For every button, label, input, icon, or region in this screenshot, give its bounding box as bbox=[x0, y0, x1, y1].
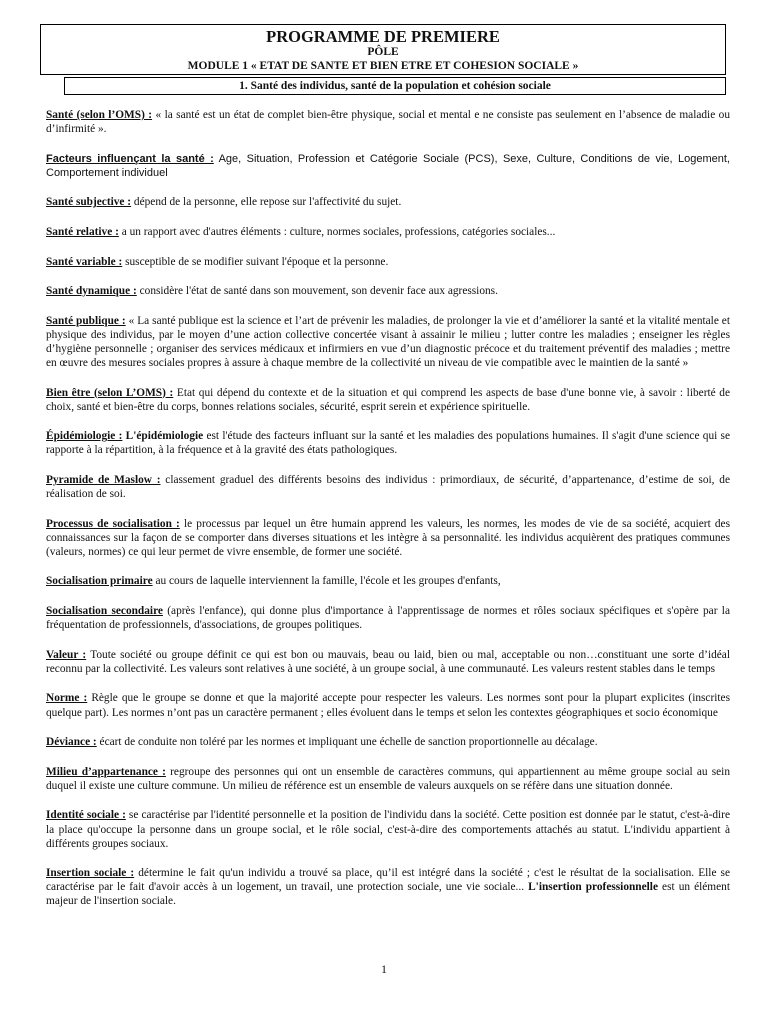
term: Santé dynamique : bbox=[46, 285, 137, 298]
programme-header bbox=[40, 24, 726, 75]
term: Santé variable : bbox=[46, 255, 123, 268]
definition-sante-oms bbox=[46, 108, 730, 136]
definition-text: écart de conduite non toléré par les normes et impliquant une échelle de sanction proportionnelle au décalage. bbox=[96, 736, 598, 749]
term: Pyramide de Maslow : bbox=[46, 474, 161, 486]
definition-text: a un rapport avec d'autres éléments : culture, normes sociales, professions, catégories sociales... bbox=[118, 225, 556, 238]
definition-text: regroupe des personnes qui ont un ensemble de caractères communs, qui appartiennent au même groupe social au sein duquel il existe une culture commune. Un milieu de référence est un ensemble de valeurs auxquels on se réfère dans une situation donnée. bbox=[46, 765, 730, 792]
definition-insertion-sociale bbox=[46, 866, 730, 908]
definition-sante-variable bbox=[46, 255, 730, 269]
term: Milieu d’appartenance : bbox=[46, 765, 166, 778]
definition-milieu-appartenance bbox=[46, 765, 730, 793]
definition-text: Etat qui dépend du contexte et de la situation et qui comprend les aspects de base d'une bonne vie, à savoir : liberté de choix, santé et bien-être du corps, bonnes relations sociales, sécurité, esprit serein et expérience spirituelle. bbox=[46, 386, 730, 413]
definition-text: (après l'enfance), qui donne plus d'importance à l'apprentissage de normes et rôles sociaux spécifiques et s'opère par la fréquentation de professionnels, d'associations, de groupes politiques. bbox=[46, 605, 730, 632]
definition-bien-etre bbox=[46, 386, 730, 414]
definition-identite-sociale bbox=[46, 808, 730, 850]
term: Santé publique : bbox=[46, 314, 126, 327]
pole-label: PÔLE bbox=[367, 46, 399, 58]
definition-text: « la santé est un état de complet bien-être physique, social et mental e ne consiste pas seulement en l’absence de maladie ou d’infirmité ». bbox=[46, 109, 731, 136]
term: Santé subjective : bbox=[46, 196, 132, 209]
definition-sante-dynamique bbox=[46, 284, 730, 298]
definition-tail: est un élément majeur de l'insertion sociale. bbox=[46, 881, 730, 908]
term: Insertion sociale : bbox=[46, 867, 135, 880]
definition-norme bbox=[46, 691, 730, 719]
definition-emphasis: L'insertion professionnelle bbox=[528, 881, 658, 894]
definition-socialisation-primaire bbox=[46, 574, 730, 588]
definition-text: se caractérise par l'identité personnelle et la position de l'individu dans la société. Cette position est donnée par le statut, c'est-à-dire la place qu'occupe la personne dans un groupe social, et le rôle social, c'est-à-dire des comportements attachés au statut. L'individu appartient à différents groupes sociaux. bbox=[46, 809, 730, 850]
definition-text: dépend de la personne, elle repose sur l'affectivité du sujet. bbox=[131, 196, 402, 209]
definition-sante-relative bbox=[46, 225, 730, 239]
definition-sante-publique bbox=[46, 314, 730, 370]
definition-text: classement graduel des différents besoins des individus : primordiaux, de sécurité, d’appartenance, d’estime de soi, de réalisation de soi. bbox=[46, 474, 730, 501]
page-number: 1 bbox=[381, 962, 387, 976]
term: Processus de socialisation : bbox=[46, 517, 180, 530]
definition-deviance bbox=[46, 735, 730, 749]
definition-valeur bbox=[46, 648, 730, 676]
definition-text: Toute société ou groupe définit ce qui est bon ou mauvais, beau ou laid, bien ou mal, acceptable ou non…constituant une sorte d’idéal reconnu par la collectivité. Les valeurs sont relatives à une société, à un groupe social, à une communauté. Les valeurs restent stables dans le temps bbox=[46, 648, 730, 675]
definition-text: le processus par lequel un être humain apprend les valeurs, les normes, les modes de vie de sa société, acquiert des connaissances sur la façon de se comporter dans diverses situations et les intègre à sa personnalité. les individus acquièrent des pratiques communes (valeurs, normes) ce qui leur permet de vivre ensemble, de former une société. bbox=[46, 517, 730, 558]
definition-epidemiologie bbox=[46, 429, 730, 457]
module-title: MODULE 1 « ETAT DE SANTE ET BIEN ETRE ET COHESION SOCIALE » bbox=[187, 60, 579, 72]
definition-emphasis: L'épidémiologie bbox=[122, 430, 204, 443]
definition-maslow bbox=[46, 473, 730, 501]
term: Facteurs influençant la santé : bbox=[46, 152, 214, 165]
definition-text: considère l'état de santé dans son mouvement, son devenir face aux agressions. bbox=[136, 285, 498, 298]
programme-title: PROGRAMME DE PREMIERE bbox=[266, 27, 500, 46]
definitions-list bbox=[46, 108, 730, 924]
definition-text: est l'étude des facteurs influant sur la santé et les maladies des populations humaines. Il s'agit d'une science qui se rapporte à la répartition, à la fréquence et à la gravité des états pathologiques. bbox=[46, 430, 730, 457]
definition-socialisation-secondaire bbox=[46, 604, 730, 632]
definition-facteurs bbox=[46, 152, 730, 180]
term: Socialisation primaire bbox=[46, 575, 153, 588]
term: Socialisation secondaire bbox=[46, 605, 163, 618]
term: Norme : bbox=[46, 692, 88, 705]
term: Épidémiologie : bbox=[46, 430, 123, 443]
definition-text: au cours de laquelle interviennent la famille, l'école et les groupes d'enfants, bbox=[152, 575, 501, 588]
definition-sante-subjective bbox=[46, 195, 730, 209]
term: Valeur : bbox=[46, 648, 87, 661]
definition-text: susceptible de se modifier suivant l'époque et la personne. bbox=[122, 255, 389, 268]
term: Santé (selon l’OMS) : bbox=[46, 109, 153, 121]
term: Bien être (selon L’OMS) : bbox=[46, 386, 174, 399]
definition-text: détermine le fait qu'un individu a trouvé sa place, qu’il est intégré dans la société ; c'est le résultat de la socialisation. Elle se caractérise par le fait d'avoir accès à un logement, un travail, une protection sociale, une vie sociale... bbox=[46, 867, 731, 894]
term: Déviance : bbox=[46, 736, 97, 749]
definition-text: « La santé publique est la science et l’art de prévenir les maladies, de prolonger la vie et d’améliorer la santé et la vitalité mentale et physique des individus, par le moyen d’une action collective concertée visant à assainir le milieu ; lutter contre les maladies ; enseigner les règles d’hygiène personnelle ; organiser des services médicaux et infirmiers en vue d’un diagnostic précoce et du traitement préventif des maladies ; mettre en œuvre des mesures sociales propres à assure à chaque membre de la collectivité un niveau de vie compatible avec le maintien de la santé » bbox=[46, 314, 730, 370]
definition-text: Règle que le groupe se donne et que la majorité accepte pour respecter les valeurs. Les normes sont pour la plupart explicites (inscrites quelque part). Les normes n’ont pas un caractère permanent ; elles évoluent dans le temps et selon les contextes géographiques et socio économique bbox=[46, 692, 730, 719]
term: Identité sociale : bbox=[46, 809, 126, 822]
definition-text: Age, Situation, Profession et Catégorie Sociale (PCS), Sexe, Culture, Conditions de vie, Logement, Comportement individuel bbox=[46, 152, 730, 179]
section-title: 1. Santé des individus, santé de la population et cohésion sociale bbox=[64, 77, 726, 95]
term: Santé relative : bbox=[46, 225, 119, 238]
definition-socialisation bbox=[46, 517, 730, 559]
